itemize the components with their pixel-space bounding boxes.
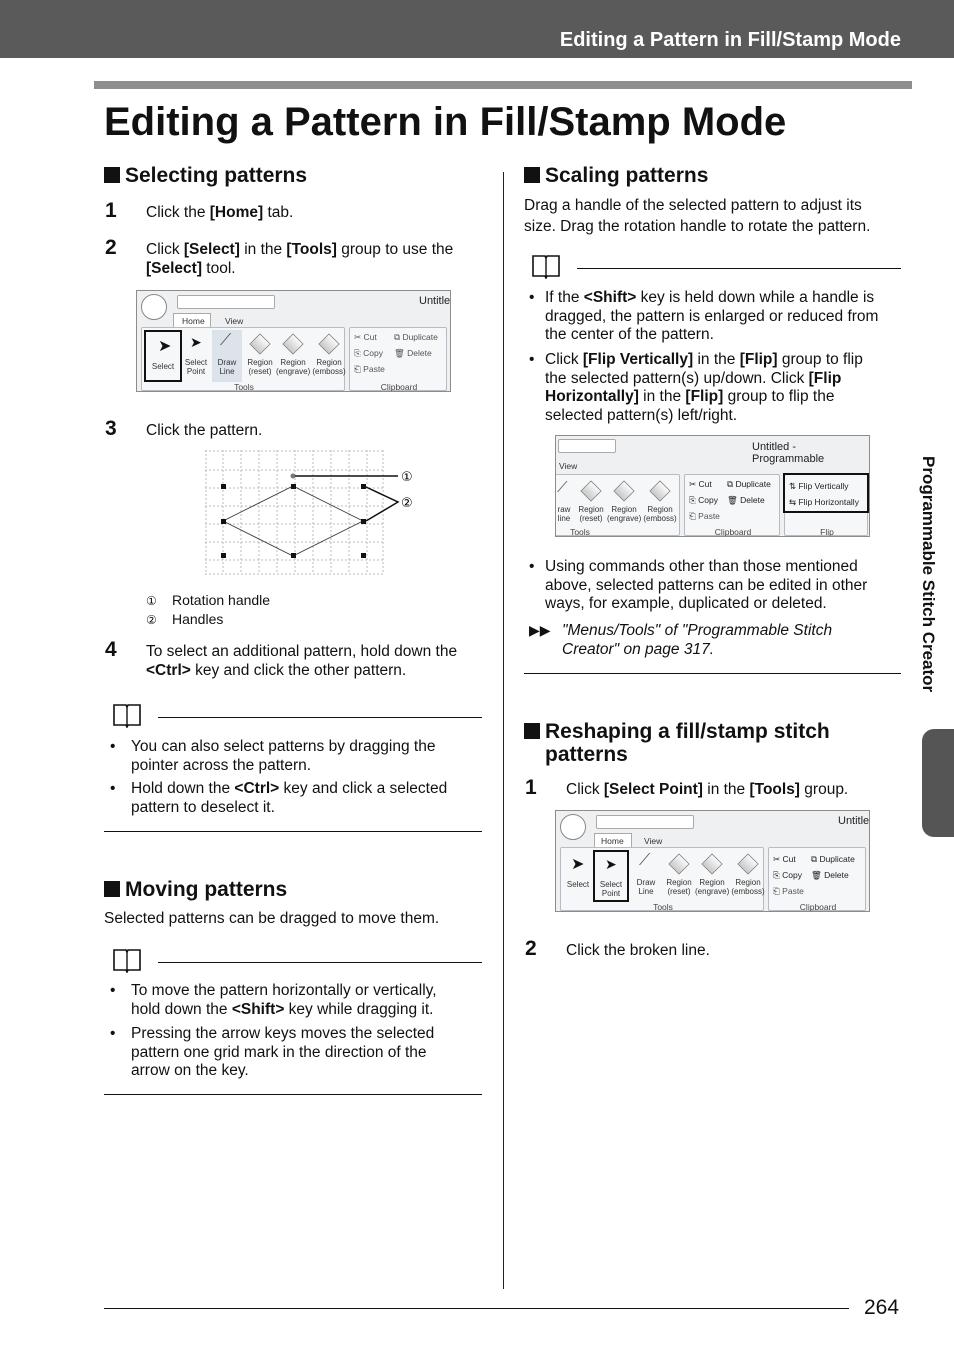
region-engrave-button[interactable]: Region (engrave) bbox=[607, 477, 641, 527]
group-label-tools: Tools bbox=[653, 902, 673, 912]
note-end-rule bbox=[104, 1094, 482, 1095]
column-divider bbox=[503, 172, 504, 1289]
ribbon-screenshot-select bbox=[136, 290, 451, 392]
group-clipboard bbox=[768, 847, 866, 911]
region-icon bbox=[249, 333, 270, 354]
step-text: Click [Select Point] in the [Tools] group. bbox=[566, 781, 849, 798]
note-bullet: • Pressing the arrow keys moves the selected pattern one grid mark in the direction of the arrow on the key. bbox=[110, 1025, 435, 1079]
note-bullet: • Using commands other than those mentioned above, selected patterns can be edited in other ways, for example, duplicated or deleted. bbox=[529, 558, 868, 612]
arrow-cursor-icon: ➤ bbox=[158, 338, 172, 355]
header-title: Editing a Pattern in Fill/Stamp Mode bbox=[559, 29, 901, 51]
note-rule bbox=[158, 717, 482, 718]
tab-home[interactable]: Home bbox=[173, 313, 211, 327]
group-clipboard bbox=[349, 327, 447, 391]
region-icon bbox=[649, 480, 670, 501]
note-bullet: • You can also select patterns by dragging the pointer across the pattern. bbox=[110, 738, 436, 774]
note-bullet: • Hold down the <Ctrl> key and click a selected pattern to deselect it. bbox=[110, 780, 448, 816]
group-label-flip: Flip bbox=[820, 527, 834, 537]
window-title: Untitle bbox=[838, 815, 870, 827]
footer-rule bbox=[104, 1308, 849, 1309]
region-emboss-button[interactable]: Region (emboss) bbox=[312, 330, 346, 382]
cross-reference-link[interactable]: "Menus/Tools" of "Programmable Stitch Creator" on page 317. bbox=[562, 622, 833, 658]
select-point-button[interactable]: ➤ Select Point bbox=[184, 334, 208, 376]
flip-horizontally-button[interactable]: ⇆ Flip Horizontally bbox=[789, 497, 859, 507]
group-flip bbox=[784, 474, 868, 536]
scaling-body: Drag a handle of the selected pattern to adjust its size. Drag the rotation handle to rotate the pattern. bbox=[524, 197, 871, 235]
copy-button[interactable]: ⎘ Copy bbox=[773, 870, 803, 880]
arrow-cursor-icon: ➤ bbox=[571, 856, 585, 873]
app-logo-icon bbox=[141, 294, 167, 320]
tab-view[interactable]: View bbox=[644, 836, 663, 846]
region-engrave-button[interactable]: Region (engrave) bbox=[695, 850, 729, 902]
ribbon-screenshot-flip bbox=[555, 435, 870, 537]
selection-diagram bbox=[205, 450, 420, 577]
group-tools bbox=[141, 327, 345, 391]
region-icon bbox=[282, 333, 303, 354]
region-reset-button[interactable]: Region (reset) bbox=[663, 850, 695, 902]
group-tools bbox=[560, 847, 764, 911]
note-end-rule bbox=[524, 673, 901, 674]
step-number: 4 bbox=[105, 638, 117, 661]
section-reshaping-title: Reshaping a fill/stamp stitch patterns bbox=[524, 720, 830, 766]
delete-button[interactable]: 🗑 Delete bbox=[811, 870, 849, 880]
step-text: To select an additional pattern, hold down the <Ctrl> key and click the other pattern. bbox=[146, 643, 458, 679]
draw-line-button[interactable]: ⟋ raw line bbox=[557, 479, 571, 523]
delete-button[interactable]: 🗑 Delete bbox=[727, 495, 765, 505]
quick-access-toolbar bbox=[177, 295, 275, 309]
group-label-tools: Tools bbox=[234, 382, 254, 392]
step-number: 3 bbox=[105, 417, 117, 440]
cut-button[interactable]: ✂ Cut bbox=[773, 854, 796, 864]
group-clipboard bbox=[684, 474, 780, 536]
region-icon bbox=[580, 480, 601, 501]
step-text: Click the broken line. bbox=[566, 942, 710, 959]
ribbon-screenshot-select-point bbox=[555, 810, 870, 912]
step-text: Click the [Home] tab. bbox=[146, 204, 294, 221]
select-button[interactable]: ➤ Select bbox=[144, 330, 182, 382]
title-rule bbox=[94, 81, 912, 89]
duplicate-button[interactable]: ⧉ Duplicate bbox=[394, 332, 438, 342]
diagram-legend: ① Rotation handle ② Handles bbox=[146, 592, 271, 627]
callout-1: ① bbox=[401, 470, 413, 485]
side-tab-label: Programmable Stitch Creator bbox=[919, 456, 938, 693]
draw-line-icon: ⟋ bbox=[557, 479, 568, 496]
window-title: Untitle bbox=[419, 295, 451, 307]
region-icon bbox=[318, 333, 339, 354]
quick-access-toolbar bbox=[558, 439, 616, 453]
note-book-icon bbox=[531, 253, 561, 279]
note-bullet: • Click [Flip Vertically] in the [Flip] group to flip the selected pattern(s) up/down. Click [Flip Horizontally] in the [Flip] group to flip the selected pattern(s) left/right. bbox=[529, 351, 863, 424]
copy-button[interactable]: ⎘ Copy bbox=[354, 348, 384, 358]
delete-button[interactable]: 🗑 Delete bbox=[394, 348, 432, 358]
region-icon bbox=[668, 853, 689, 874]
cut-button[interactable]: ✂ Cut bbox=[689, 479, 712, 489]
copy-button[interactable]: ⎘ Copy bbox=[689, 495, 719, 505]
group-label-clipboard: Clipboard bbox=[799, 902, 837, 912]
quick-access-toolbar bbox=[596, 815, 694, 829]
group-label-clipboard: Clipboard bbox=[380, 382, 418, 392]
region-icon bbox=[737, 853, 758, 874]
duplicate-button[interactable]: ⧉ Duplicate bbox=[811, 854, 855, 864]
duplicate-button[interactable]: ⧉ Duplicate bbox=[727, 479, 771, 489]
region-emboss-button[interactable]: Region (emboss) bbox=[731, 850, 765, 902]
section-scaling-title: Scaling patterns bbox=[524, 164, 708, 188]
section-selecting-title: Selecting patterns bbox=[104, 164, 307, 188]
group-label-tools: Tools bbox=[570, 527, 590, 537]
tab-view[interactable]: View bbox=[559, 461, 578, 471]
step-text: Click [Select] in the [Tools] group to use the [Select] tool. bbox=[146, 241, 454, 277]
note-book-icon bbox=[112, 702, 142, 728]
step-text: Click the pattern. bbox=[146, 422, 263, 439]
select-point-icon: ➤ bbox=[190, 334, 202, 350]
group-label-clipboard: Clipboard bbox=[714, 527, 752, 537]
page-number: 264 bbox=[864, 1296, 900, 1319]
select-point-icon: ➤ bbox=[605, 856, 617, 872]
app-logo-icon bbox=[560, 814, 586, 840]
reference-arrow-icon: ▶▶ bbox=[529, 622, 551, 638]
note-rule bbox=[577, 268, 901, 269]
page-title: Editing a Pattern in Fill/Stamp Mode bbox=[104, 100, 787, 144]
paste-button[interactable]: ⎗ Paste bbox=[773, 886, 804, 896]
step-number: 2 bbox=[525, 937, 537, 960]
region-emboss-button[interactable]: Region (emboss) bbox=[643, 477, 677, 527]
step-number: 1 bbox=[525, 776, 537, 799]
region-reset-button[interactable]: Region (reset) bbox=[244, 330, 276, 382]
tab-view[interactable]: View bbox=[225, 316, 244, 326]
region-icon bbox=[613, 480, 634, 501]
select-button[interactable]: ➤ Select bbox=[566, 856, 590, 889]
paste-button[interactable]: ⎗ Paste bbox=[354, 364, 385, 374]
paste-button[interactable]: ⎗ Paste bbox=[689, 511, 720, 521]
note-end-rule bbox=[104, 831, 482, 832]
window-title: Untitled - Programmable bbox=[752, 441, 825, 465]
callout-2: ② bbox=[401, 496, 413, 511]
step-number: 1 bbox=[105, 199, 117, 222]
cut-button[interactable]: ✂ Cut bbox=[354, 332, 377, 342]
tab-home[interactable]: Home bbox=[594, 833, 632, 847]
note-rule bbox=[158, 962, 482, 963]
step-number: 2 bbox=[105, 236, 117, 259]
region-reset-button[interactable]: Region (reset) bbox=[575, 477, 607, 527]
section-moving-title: Moving patterns bbox=[104, 878, 287, 902]
flip-vertically-button[interactable]: ⇅ Flip Vertically bbox=[789, 481, 849, 491]
group-tools bbox=[555, 474, 680, 536]
note-bullet: • To move the pattern horizontally or vertically, hold down the <Shift> key while dragging it. bbox=[110, 982, 437, 1018]
draw-line-button[interactable]: ⟋ Draw Line bbox=[212, 330, 242, 382]
region-engrave-button[interactable]: Region (engrave) bbox=[276, 330, 310, 382]
draw-line-button[interactable]: ⟋ Draw Line bbox=[636, 852, 656, 896]
moving-body: Selected patterns can be dragged to move them. bbox=[104, 910, 440, 927]
region-icon bbox=[701, 853, 722, 874]
note-book-icon bbox=[112, 947, 142, 973]
side-tab-marker bbox=[922, 729, 954, 837]
draw-line-icon: ⟋ bbox=[220, 332, 232, 349]
select-point-button[interactable]: ➤ Select Point bbox=[593, 850, 629, 902]
note-bullet: • If the <Shift> key is held down while a handle is dragged, the pattern is enlarged or reduced from the center of the pattern. bbox=[529, 289, 879, 343]
draw-line-icon: ⟋ bbox=[639, 852, 651, 869]
